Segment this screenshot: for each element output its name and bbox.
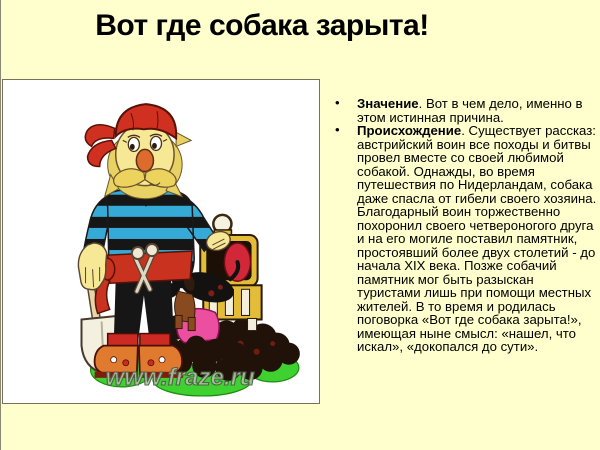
- watermark-text: www.fraze.ru: [105, 363, 255, 391]
- illustration-panel: [2, 79, 320, 404]
- slide-left-edge: [0, 0, 1, 450]
- pirate-dog-illustration: [3, 80, 319, 403]
- bullet-term-meaning: Значение: [357, 96, 419, 111]
- head: [85, 104, 191, 207]
- slide-title: Вот где собака зарыта!: [95, 9, 429, 42]
- bullet-text-origin: . Существует рассказ: австрийский воин все походы и битвы провел вместе со своей любимой собакой. Однажды, во время путешествия по Нидерландам, собака даже спасла от гибели своего хозяина. Благодарный воин торжественно похоронил своего четвероногого друга и на его могиле поставил памятник, простоявший более двух столетий - до начала XIX века. Позже собачий памятник мог быть разыскан туристами лишь при помощи местных жителей. В то время и родилась поговорка «Вот где собака зарыта!», имеющая ныне смысл: «нашел, что искал», «докопался до сути».: [357, 123, 597, 354]
- bullet-item-origin: [332, 124, 598, 354]
- bullet-item-meaning: [332, 97, 598, 124]
- bullet-marker: •: [335, 122, 340, 137]
- bullet-list: [332, 97, 598, 354]
- nose: [136, 149, 153, 171]
- left-hand: [78, 243, 106, 290]
- bullet-text-meaning: . Вот в чем дело, именно в этом истинная причина.: [357, 96, 583, 125]
- bullet-marker: •: [335, 95, 340, 110]
- bullet-term-origin: Происхождение: [357, 123, 462, 138]
